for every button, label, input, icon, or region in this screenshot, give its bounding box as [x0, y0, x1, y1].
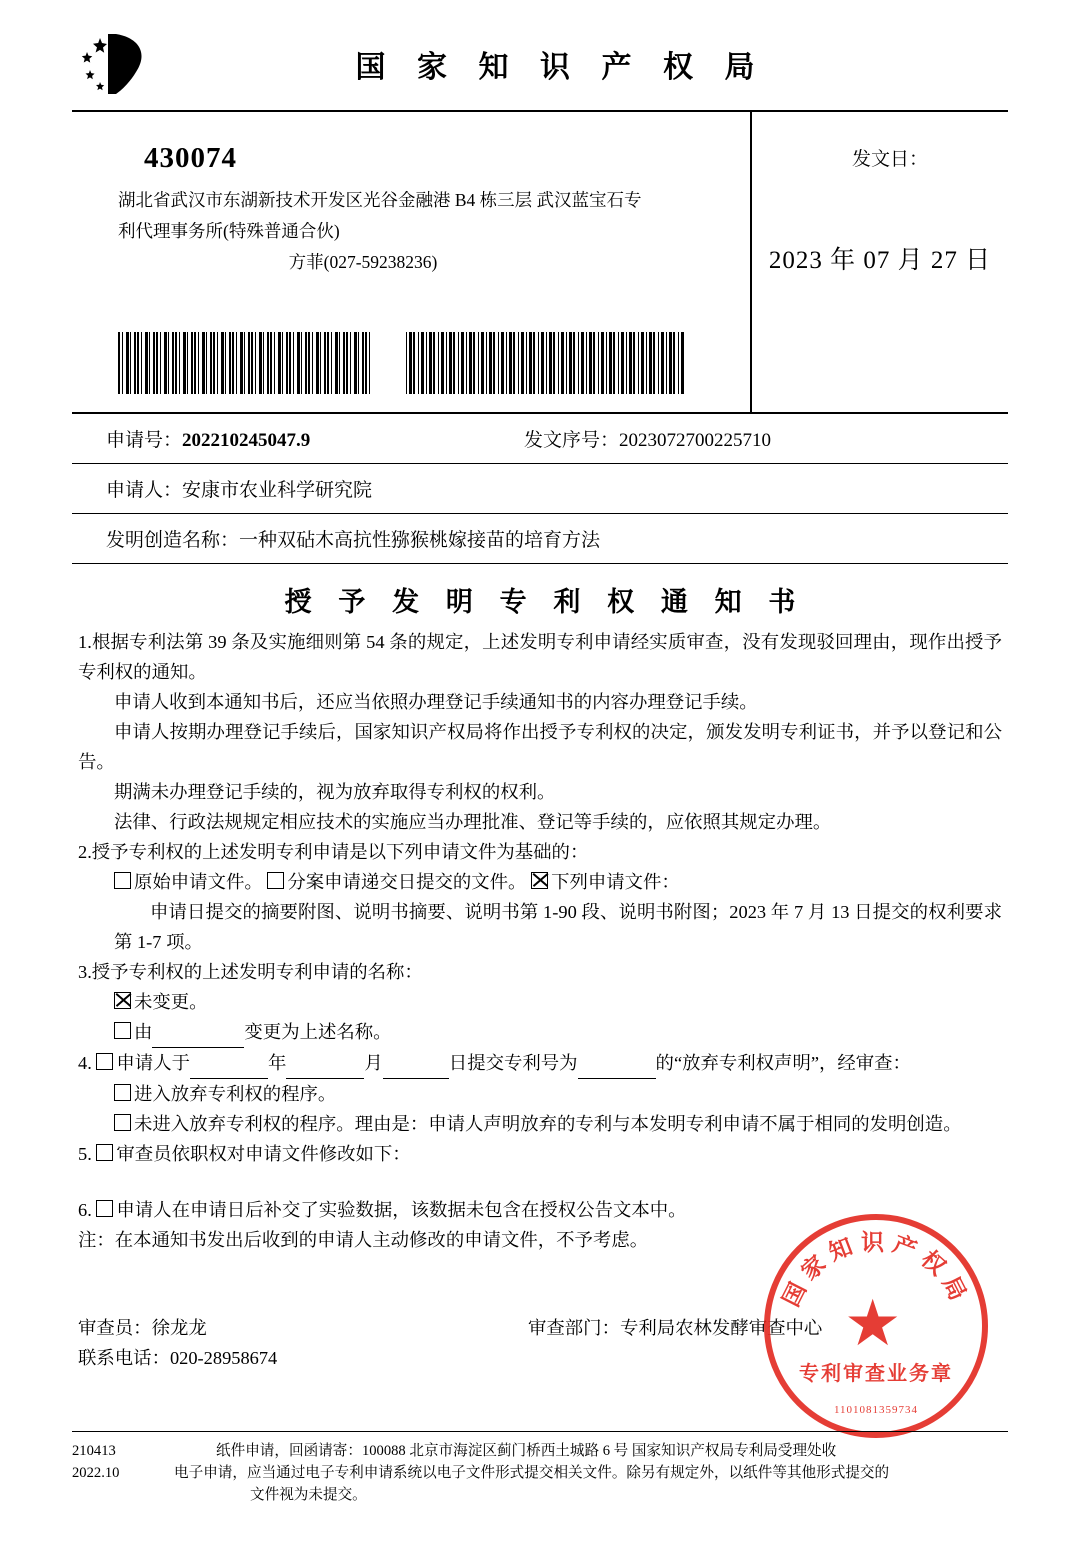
checkbox-title-changed[interactable]: [114, 1022, 131, 1039]
checkbox-not-enter-waiver-process[interactable]: [114, 1114, 131, 1131]
addressee-lines: [118, 185, 718, 278]
document-footer: [72, 1431, 1008, 1506]
body-item-2: 2.授予专利权的上述发明专利申请是以下列申请文件为基础的：: [78, 842, 589, 862]
input-title-old[interactable]: [152, 1017, 244, 1048]
label-title-changed-to: 变更为上述名称。: [244, 1022, 392, 1042]
body-item-1-p2: 申请人按期办理登记手续后，国家知识产权局将作出授予专利权的决定，颁发发明专利证书，并予以登记和公告。: [78, 722, 1002, 772]
label-following-documents: 下列申请文件：: [551, 872, 680, 892]
address-line-2: 利代理事务所(特殊普通合伙): [118, 221, 340, 241]
document-header: [72, 18, 1008, 112]
label-examiner-amendment: 审查员依职权对申请文件修改如下：: [116, 1144, 411, 1164]
label-supplementary-data: 申请人在申请日后补交了实验数据，该数据未包含在授权公告文本中。: [116, 1200, 687, 1220]
checkbox-waiver-statement[interactable]: [96, 1053, 113, 1070]
zipcode: 430074: [144, 142, 237, 174]
checkbox-enter-waiver-process[interactable]: [114, 1084, 131, 1101]
input-waiver-patent-number[interactable]: [578, 1048, 656, 1079]
footer-line-3: 文件视为未提交。: [250, 1487, 367, 1503]
label-item4-year: 年: [267, 1053, 287, 1073]
body-item-1-p1: 申请人收到本通知书后，还应当依照办理登记手续通知书的内容办理登记手续。: [114, 692, 758, 712]
seal-bottom-text: 专利审查业务章: [799, 1363, 953, 1385]
application-number-label: 申请号：: [106, 430, 183, 451]
footer-text: [174, 1440, 1008, 1506]
address-contact: 方菲(027-59238236): [288, 252, 438, 272]
phone-cell: [78, 1343, 528, 1373]
body-item-3-opt1: [114, 987, 1002, 1017]
body-item-2-detail: 申请日提交的摘要附图、说明书摘要、说明书第 1-90 段、说明书附图；2023 年 7 月 13 日提交的权利要求第 1-7 项。: [114, 902, 1002, 952]
label-item4-e: 的“放弃专利权声明”，经审查：: [655, 1053, 911, 1073]
applicant-value: 安康市农业科学研究院: [182, 480, 373, 501]
addressee-area: [72, 112, 750, 412]
body-item-4-opt1: [114, 1079, 1002, 1109]
label-enter-waiver-process: 进入放弃专利权的程序。: [134, 1084, 337, 1104]
body-item-3-opt2: [114, 1017, 1002, 1048]
body-item-1-p3: 期满未办理登记手续的，视为放弃取得专利权的权利。: [114, 782, 556, 802]
footer-line-2: 电子申请，应当通过电子专利申请系统以电子文件形式提交相关文件。除另有规定外，以纸件等其他形式提交的: [174, 1465, 890, 1481]
barcode-application-number: [118, 332, 372, 394]
seal-number: 1101081359734: [833, 1404, 919, 1416]
row-invention-title: [72, 514, 1008, 564]
body-item-1: 1.根据专利法第 39 条及实施细则第 54 条的规定，上述发明专利申请经实质审查，没有发现驳回理由，现作出授予专利权的通知。: [78, 632, 1002, 682]
dispatch-serial-label: 发文序号：: [524, 430, 620, 451]
cnipa-red-seal: [764, 1214, 988, 1438]
item6-number: 6.: [78, 1200, 92, 1220]
label-item4-month: 月: [364, 1053, 383, 1073]
row-applicant: [72, 464, 1008, 514]
cnipa-emblem-logo: [78, 32, 154, 96]
footer-line-1: 纸件申请，回函请寄：100088 北京市海淀区蓟门桥西土城路 6 号 国家知识产权局专利局受理处收: [216, 1443, 837, 1459]
footer-code-2: 2022.10: [72, 1465, 120, 1481]
department-label: 审查部门：: [528, 1318, 620, 1338]
phone-value: 020-28958674: [169, 1348, 278, 1368]
checkbox-supplementary-data[interactable]: [96, 1200, 113, 1217]
row-application-number: [72, 414, 1008, 464]
patent-notice-document: [0, 18, 1080, 1546]
label-not-enter-waiver-process: 未进入放弃专利权的程序。理由是：申请人声明放弃的专利与本发明专利申请不属于相同的发明创造。: [134, 1114, 962, 1134]
application-number-value: 202210245047.9: [182, 430, 311, 451]
dispatch-serial-cell: [524, 425, 1008, 452]
footer-codes: [72, 1440, 174, 1506]
input-waiver-day[interactable]: [383, 1048, 449, 1079]
footer-code-1: 210413: [72, 1443, 116, 1459]
invention-label: 发明创造名称：: [106, 530, 240, 551]
barcode-group: [118, 332, 684, 394]
examiner-value: 徐龙龙: [151, 1318, 207, 1338]
body-item-1-p4: 法律、行政法规规定相应技术的实施应当办理批准、登记等手续的，应依照其规定办理。: [114, 812, 832, 832]
issue-date-area: [750, 112, 1008, 412]
address-line-1: 湖北省武汉市东湖新技术开发区光谷金融港 B4 栋三层 武汉蓝宝石专: [118, 190, 642, 210]
examiner-cell: [78, 1313, 528, 1343]
label-item4-a: 申请人于: [116, 1053, 190, 1073]
checkbox-following-documents[interactable]: [531, 872, 548, 889]
body-item-4-opt2: [114, 1109, 1002, 1139]
address-block: [72, 112, 1008, 414]
dispatch-serial-value: 2023072700225710: [619, 430, 772, 451]
department-value: 专利局农林发酵审查中心: [619, 1318, 823, 1338]
checkbox-examiner-amendment[interactable]: [96, 1144, 113, 1161]
input-waiver-year[interactable]: [190, 1048, 268, 1079]
document-body: [78, 627, 1002, 1255]
checkbox-title-unchanged[interactable]: [114, 992, 131, 1009]
body-item-2-options: [114, 867, 1002, 897]
application-number-cell: [106, 425, 524, 452]
body-item-3: 3.授予专利权的上述发明专利申请的名称：: [78, 962, 423, 982]
input-waiver-month[interactable]: [286, 1048, 364, 1079]
examiner-label: 审查员：: [78, 1318, 152, 1338]
label-item4-day: 日提交专利号为: [448, 1053, 578, 1073]
applicant-label: 申请人：: [106, 480, 183, 501]
item5-number: 5.: [78, 1144, 92, 1164]
checkbox-original-documents[interactable]: [114, 872, 131, 889]
checkbox-divisional-documents[interactable]: [267, 872, 284, 889]
label-title-unchanged: 未变更。: [134, 992, 208, 1012]
body-note: 注：在本通知书发出后收到的申请人主动修改的申请文件，不予考虑。: [78, 1230, 649, 1250]
label-divisional-documents: 分案申请递交日提交的文件。: [287, 872, 527, 892]
body-item-5: [78, 1139, 1002, 1169]
label-title-changed-from: 由: [134, 1022, 153, 1042]
invention-value: 一种双砧木高抗性猕猴桃嫁接苗的培育方法: [239, 530, 601, 551]
barcode-dispatch-serial: [406, 332, 684, 394]
body-item-4: [78, 1048, 1002, 1079]
agency-title: 国 家 知 识 产 权 局: [355, 51, 767, 84]
label-original-documents: 原始申请文件。: [134, 872, 263, 892]
issue-date-label: 发文日：: [851, 149, 928, 170]
page-title: 授 予 发 明 专 利 权 通 知 书: [284, 587, 806, 617]
item4-number: 4.: [78, 1053, 92, 1073]
seal-top-text: 国家知识产权局: [778, 1230, 974, 1311]
issue-date-value: 2023 年 07 月 27 日: [768, 247, 992, 274]
phone-label: 联系电话：: [78, 1348, 170, 1368]
